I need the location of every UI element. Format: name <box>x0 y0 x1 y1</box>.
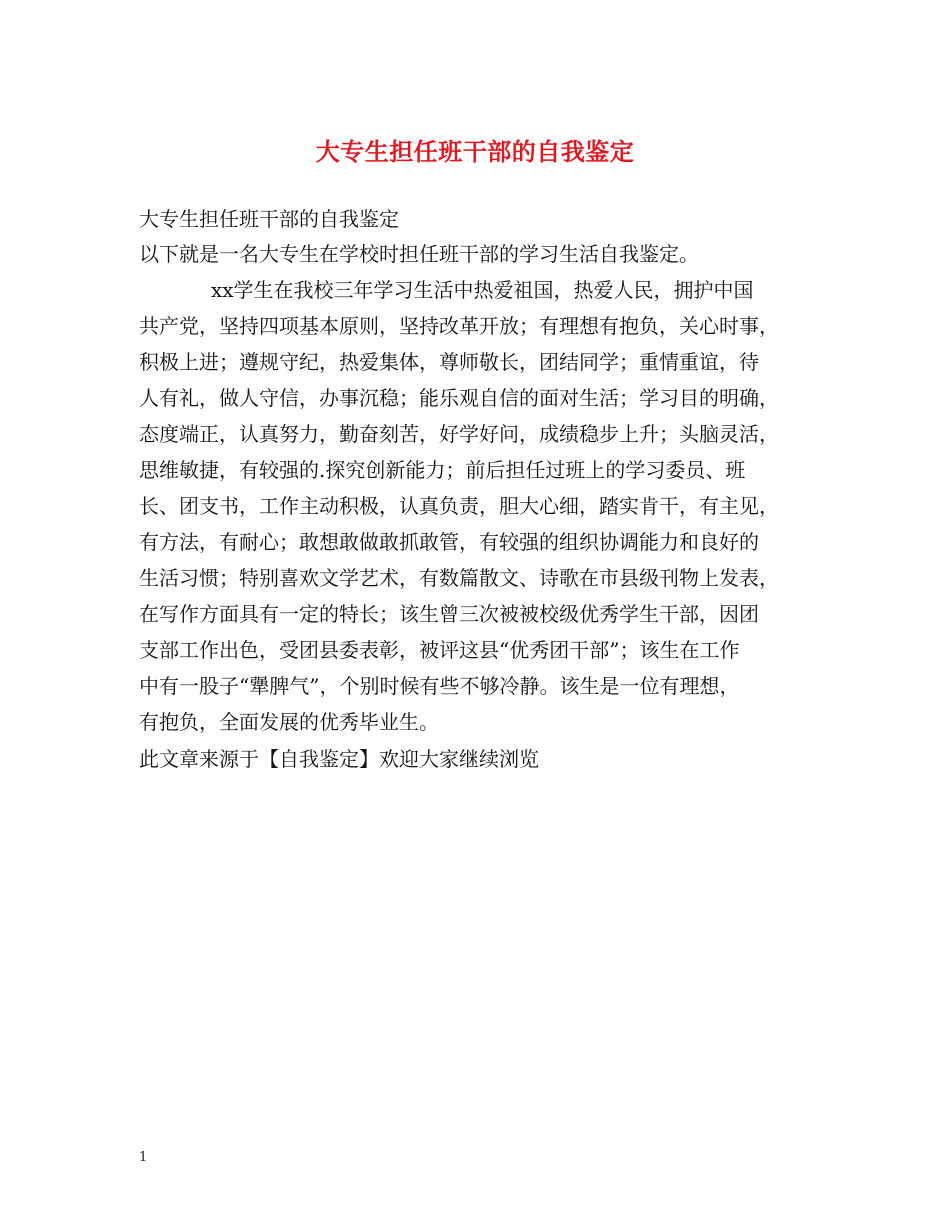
body-line: 思维敏捷，有较强的.探究创新能力；前后担任过班上的学习委员、班 <box>139 458 746 482</box>
body-line: 在写作方面具有一定的特长；该生曾三次被被校级优秀学生干部，因团 <box>139 602 759 626</box>
body-line: 态度端正，认真努力，勤奋刻苦，好学好问，成绩稳步上升；头脑灵活， <box>139 422 779 446</box>
body-line: 中有一股子“犟脾气”，个别时候有些不够冷静。该生是一位有理想， <box>139 674 740 698</box>
body-line: 共产党，坚持四项基本原则，坚持改革开放；有理想有抱负，关心时事， <box>139 314 779 338</box>
body-line: 长、团支书，工作主动积极，认真负责，胆大心细，踏实肯干，有主见， <box>139 494 779 518</box>
body-line: 有抱负，全面发展的优秀毕业生。 <box>139 710 439 734</box>
source-note: 此文章来源于【自我鉴定】欢迎大家继续浏览 <box>139 747 539 771</box>
body-line: 生活习惯；特别喜欢文学艺术，有数篇散文、诗歌在市县级刊物上发表， <box>139 566 779 590</box>
body-line: xx学生在我校三年学习生活中热爱祖国，热爱人民，拥护中国 <box>211 278 754 302</box>
body-line: 人有礼，做人守信，办事沉稳；能乐观自信的面对生活；学习目的明确， <box>139 386 779 410</box>
body-line: 有方法，有耐心；敢想敢做敢抓敢管，有较强的组织协调能力和良好的 <box>139 530 759 554</box>
body-line: 积极上进；遵规守纪，热爱集体，尊师敬长，团结同学；重情重谊，待 <box>139 350 759 374</box>
page-number: 1 <box>139 1150 148 1165</box>
document-title: 大专生担任班干部的自我鉴定 <box>315 137 635 166</box>
document-intro: 以下就是一名大专生在学校时担任班干部的学习生活自我鉴定。 <box>139 242 699 266</box>
document-subtitle: 大专生担任班干部的自我鉴定 <box>139 207 399 231</box>
body-line: 支部工作出色，受团县委表彰，被评这县“优秀团干部”；该生在工作 <box>139 638 740 662</box>
